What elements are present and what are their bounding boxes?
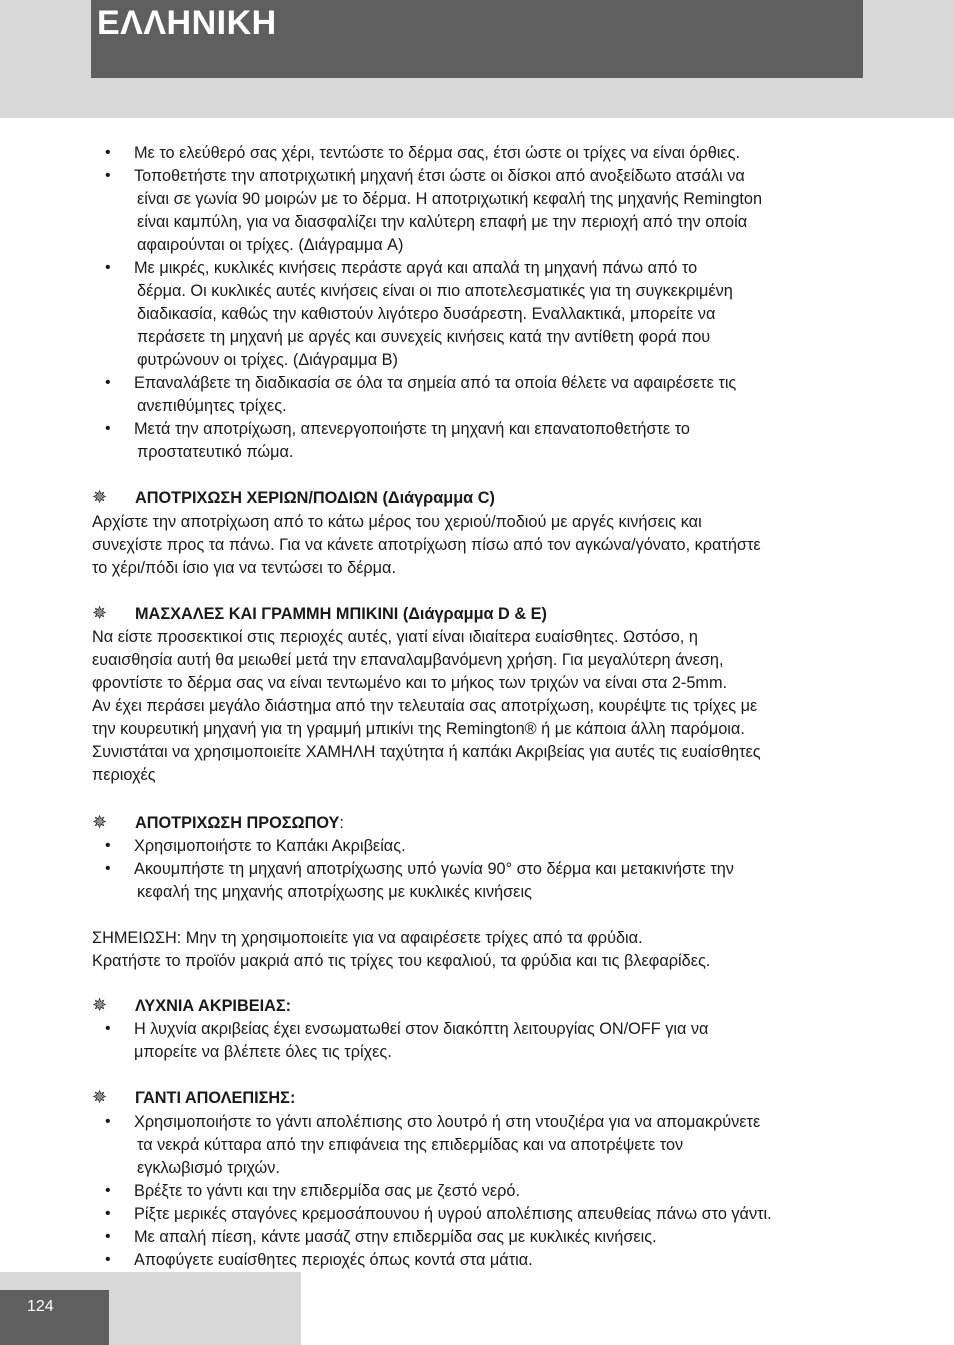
bullet-text: περάσετε τη μηχανή με αργές και συνεχείς κινήσεις κατά την αντίθετη φορά που [137, 328, 711, 346]
bullet-mark: • [105, 1205, 111, 1222]
bullet-text: Αποφύγετε ευαίσθητες περιοχές όπως κοντά στα μάτια. [134, 1251, 533, 1269]
bullet-mark: • [105, 167, 111, 184]
bullet-text: Με το ελεύθερό σας χέρι, τεντώστε το δέρμα σας, έτσι ώστε οι τρίχες να είναι όρθιες. [134, 144, 740, 162]
bullet-text: Μετά την αποτρίχωση, απενεργοποιήστε τη μηχανή και επανατοποθετήστε το [134, 420, 690, 438]
heading-suffix: : [339, 814, 344, 832]
bullet-mark: • [105, 837, 111, 854]
section-heading [135, 813, 344, 833]
paragraph-line: Αν έχει περάσει μεγάλο διάστημα από την τελευταία σας αποτρίχωση, κουρέψτε τις τρίχες με [92, 697, 758, 715]
section-heading: ΛΥΧΝΙΑ ΑΚΡΙΒΕΙΑΣ: [135, 997, 292, 1015]
paragraph-line: Κρατήστε το προϊόν μακριά από τις τρίχες του κεφαλιού, τα φρύδια και τις βλεφαρίδες. [92, 952, 711, 970]
bullet-text: Η λυχνία ακριβείας έχει ενσωματωθεί στον διακόπτη λειτουργίας ON/OFF για να [134, 1020, 709, 1038]
section-heading: ΓΑΝΤΙ ΑΠΟΛΕΠΙΣΗΣ: [135, 1089, 296, 1107]
bullet-text: τα νεκρά κύτταρα από την επιφάνεια της επιδερμίδας και να αποτρέψετε τον [137, 1136, 684, 1154]
bullet-text: εγκλωβισμό τριχών. [137, 1159, 280, 1177]
bullet-text: ανεπιθύμητες τρίχες. [137, 397, 287, 415]
bullet-mark: • [105, 144, 111, 161]
bullet-text: διαδικασία, καθώς την καθιστούν λιγότερο δυσάρεστη. Εναλλακτικά, μπορείτε να [137, 305, 716, 323]
bullet-mark: • [105, 1228, 111, 1245]
page-number-box [0, 1290, 109, 1345]
bullet-text: φυτρώνουν οι τρίχες. (Διάγραμμα B) [137, 351, 398, 369]
bullet-mark: • [105, 374, 111, 391]
bullet-text: δέρμα. Οι κυκλικές αυτές κινήσεις είναι οι πιο αποτελεσματικές για τη συγκεκριμένη [137, 282, 733, 300]
paragraph-line: φροντίστε το δέρμα σας να είναι τεντωμένο και το μήκος των τριχών να είναι στα 2-5mm. [92, 674, 728, 692]
page-title: ΕΛΛΗΝΙΚΗ [97, 4, 277, 42]
paragraph-line: περιοχές [92, 766, 156, 784]
bullet-text: είναι καμπύλη, για να διασφαλίζει την καλύτερη επαφή με την περιοχή από την οποία [137, 213, 748, 231]
paragraph-line: Συνιστάται να χρησιμοποιείτε ΧΑΜΗΛΗ ταχύτητα ή καπάκι Ακριβείας για αυτές τις ευαίσθητες [92, 743, 761, 761]
bullet-text: Με απαλή πίεση, κάντε μασάζ στην επιδερμίδα σας με κυκλικές κινήσεις. [134, 1228, 657, 1246]
paragraph-line: Αρχίστε την αποτρίχωση από το κάτω μέρος του χεριού/ποδιού με αργές κινήσεις και [92, 513, 702, 531]
section-marker-icon: ✵ [92, 995, 108, 1015]
bullet-text: μπορείτε να βλέπετε όλες τις τρίχες. [134, 1043, 392, 1061]
bullet-mark: • [105, 420, 111, 437]
bullet-text: Βρέξτε το γάντι και την επιδερμίδα σας με ζεστό νερό. [134, 1182, 520, 1200]
bullet-mark: • [105, 1113, 111, 1130]
bullet-mark: • [105, 1182, 111, 1199]
paragraph-line: συνεχίστε προς τα πάνω. Για να κάνετε αποτρίχωση πίσω από τον αγκώνα/γόνατο, κρατήστε [92, 536, 761, 554]
page-number: 124 [27, 1298, 54, 1315]
paragraph-line: ευαισθησία αυτή θα μειωθεί μετά την επαναλαμβανόμενη χρήση. Για μεγαλύτερη άνεση, [92, 651, 724, 669]
bullet-text: είναι σε γωνία 90 μοιρών με το δέρμα. Η αποτριχωτική κεφαλή της μηχανής Remington [137, 190, 763, 208]
section-heading: ΑΠΟΤΡΙΧΩΣΗ ΧΕΡΙΩΝ/ΠΟΔΙΩΝ (Διάγραμμα C) [135, 489, 495, 507]
bullet-mark: • [105, 1020, 111, 1037]
heading-text: ΑΠΟΤΡΙΧΩΣΗ ΠΡΟΣΩΠΟΥ [135, 814, 340, 832]
bullet-text: Ρίξτε μερικές σταγόνες κρεμοσάπουνου ή υγρού απολέπισης απευθείας πάνω στο γάντι. [134, 1205, 772, 1223]
bullet-mark: • [105, 860, 111, 877]
bullet-text: Με μικρές, κυκλικές κινήσεις περάστε αργά και απαλά τη μηχανή πάνω από το [134, 259, 698, 277]
bullet-mark: • [105, 1251, 111, 1268]
bullet-text: κεφαλή της μηχανής αποτρίχωσης με κυκλικές κινήσεις [137, 883, 532, 901]
bullet-text: προστατευτικό πώμα. [137, 443, 294, 461]
paragraph-line: Να είστε προσεκτικοί στις περιοχές αυτές, γιατί είναι ιδιαίτερα ευαίσθητες. Ωστόσο, η [92, 628, 698, 646]
paragraph-line: το χέρι/πόδι ίσιο για να τεντώσει το δέρμα. [92, 559, 396, 577]
section-marker-icon: ✵ [92, 1087, 108, 1107]
section-heading: ΜΑΣΧΑΛΕΣ ΚΑΙ ΓΡΑΜΜΗ ΜΠΙΚΙΝΙ (Διάγραμμα D & E) [135, 605, 547, 623]
bullet-text: αφαιρούνται οι τρίχες. (Διάγραμμα A) [137, 236, 404, 254]
bullet-text: Ακουμπήστε τη μηχανή αποτρίχωσης υπό γωνία 90° στο δέρμα και μετακινήστε την [134, 860, 734, 878]
section-marker-icon: ✵ [92, 603, 108, 623]
bullet-mark: • [105, 259, 111, 276]
bullet-text: Χρησιμοποιήστε το Καπάκι Ακριβείας. [134, 837, 406, 855]
section-marker-icon: ✵ [92, 487, 108, 507]
header-box [91, 0, 863, 78]
bullet-text: Χρησιμοποιήστε το γάντι απολέπισης στο λουτρό ή στη ντουζιέρα για να απομακρύνετε [134, 1113, 761, 1131]
bullet-text: Επαναλάβετε τη διαδικασία σε όλα τα σημεία από τα οποία θέλετε να αφαιρέσετε τις [134, 374, 737, 392]
paragraph-line: ΣΗΜΕΙΩΣΗ: Μην τη χρησιμοποιείτε για να αφαιρέσετε τρίχες από τα φρύδια. [92, 929, 643, 947]
paragraph-line: την κουρευτική μηχανή για τη γραμμή μπικίνι της Remington® ή με κάποια άλλη παρόμοια. [92, 720, 745, 738]
bullet-text: Τοποθετήστε την αποτριχωτική μηχανή έτσι ώστε οι δίσκοι από ανοξείδωτο ατσάλι να [134, 167, 745, 185]
section-marker-icon: ✵ [92, 812, 108, 832]
